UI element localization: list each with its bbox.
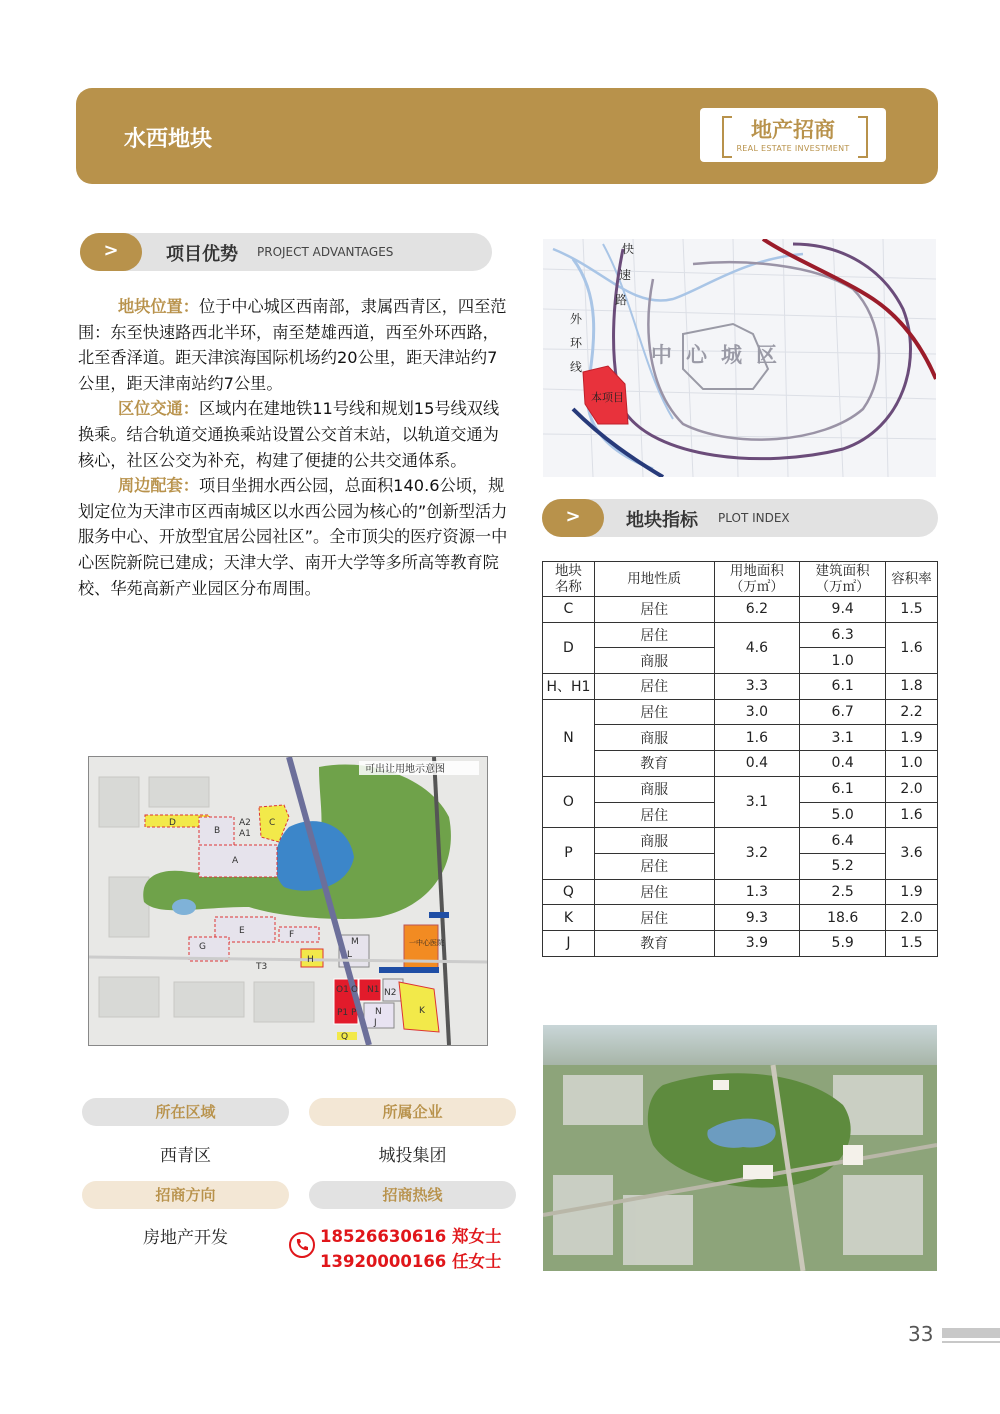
- build-area: 6.1: [800, 776, 886, 802]
- footer-line: [942, 1341, 1000, 1343]
- svg-text:K: K: [419, 1006, 425, 1016]
- table-row: [543, 828, 938, 854]
- section-title: 地块指标: [626, 510, 698, 531]
- plot-name: O: [543, 776, 595, 827]
- support-text: 项目坐拥水西公园，总面积140.6公顷，规划定位为天津市区西南城区以水西公园为核心的”创新型活力服务中心、开放型宜居公园社区”。全市顶尖的医疗资源一中心医院新院已建成；天津大学、南开大学等多所高等教育院校、华苑高新产业园区分布周围。: [78, 476, 508, 598]
- table-row: [543, 879, 938, 905]
- plot-name: C: [543, 597, 595, 623]
- plot-name: K: [543, 905, 595, 931]
- svg-text:B: B: [214, 826, 221, 836]
- section-header-advantages: [80, 233, 492, 271]
- build-area: 2.5: [800, 879, 886, 905]
- build-area: 5.0: [800, 802, 886, 828]
- land-area: 1.3: [714, 879, 800, 905]
- plot-index-table: [542, 561, 938, 957]
- svg-text:线: 线: [570, 360, 583, 374]
- land-use: 居住: [594, 879, 714, 905]
- land-use: 商服: [594, 776, 714, 802]
- land-area: 1.6: [714, 725, 800, 751]
- build-area: 6.3: [800, 622, 886, 648]
- traffic-text: 区域内在建地铁11号线和规划15号线双线换乘。结合轨道交通换乘站设置公交首末站，以轨道交通为核心，社区公交为补充，构建了便捷的公共交通体系。: [78, 399, 500, 470]
- build-area: 18.6: [800, 905, 886, 931]
- col-header-build-area: 建筑面积 （万㎡）: [800, 562, 886, 597]
- table-header-row: [543, 562, 938, 597]
- plot-name: H、H1: [543, 674, 595, 700]
- table-row: [543, 597, 938, 623]
- land-area: 0.4: [714, 751, 800, 777]
- badge-title: 地产招商: [751, 118, 835, 142]
- land-use: 教育: [594, 930, 714, 956]
- direction-label: 招商方向: [82, 1181, 289, 1209]
- floor-area-ratio: 1.5: [886, 930, 938, 956]
- center-district-label: 中心城区: [651, 343, 791, 367]
- build-area: 5.9: [800, 930, 886, 956]
- plot-name: D: [543, 622, 595, 673]
- col-header-land-area: 用地面积 （万㎡）: [714, 562, 800, 597]
- svg-text:路: 路: [615, 293, 628, 307]
- phone-icon: [289, 1232, 315, 1258]
- svg-text:A: A: [232, 856, 239, 866]
- advantages-text: [78, 294, 512, 601]
- table-row: [543, 905, 938, 931]
- land-use: 居住: [594, 853, 714, 879]
- svg-text:N: N: [375, 1007, 382, 1017]
- floor-area-ratio: 3.6: [886, 828, 938, 879]
- table-row: [543, 751, 938, 777]
- support-label: 周边配套：: [118, 476, 199, 496]
- page-number: 33: [908, 1322, 934, 1346]
- svg-text:A1: A1: [239, 829, 251, 839]
- table-row: [543, 674, 938, 700]
- land-plan-graphic: [89, 757, 487, 1045]
- svg-text:N1: N1: [367, 985, 380, 995]
- svg-text:J: J: [374, 1018, 377, 1028]
- hotline-label: 招商热线: [309, 1181, 516, 1209]
- svg-text:E: E: [239, 926, 245, 936]
- footer-bar: [942, 1328, 1000, 1338]
- location-map: [543, 239, 936, 477]
- land-area: 3.0: [714, 699, 800, 725]
- badge-subtitle: REAL ESTATE INVESTMENT: [736, 144, 850, 153]
- build-area: 1.0: [800, 648, 886, 674]
- section-title: 项目优势: [166, 244, 238, 265]
- floor-area-ratio: 2.0: [886, 776, 938, 802]
- floor-area-ratio: 1.0: [886, 751, 938, 777]
- build-area: 0.4: [800, 751, 886, 777]
- floor-area-ratio: 1.9: [886, 725, 938, 751]
- land-use: 教育: [594, 751, 714, 777]
- hotline-number-1[interactable]: 18526630616 郑女士: [320, 1227, 502, 1246]
- land-area: 9.3: [714, 905, 800, 931]
- floor-area-ratio: 1.6: [886, 802, 938, 828]
- land-area: 3.3: [714, 674, 800, 700]
- land-use: 居住: [594, 802, 714, 828]
- land-area: 4.6: [714, 622, 800, 673]
- plot-name: J: [543, 930, 595, 956]
- land-use: 居住: [594, 699, 714, 725]
- hotline-number-2[interactable]: 13920000166 任女士: [320, 1252, 502, 1271]
- chevron-right-icon: >: [80, 233, 142, 271]
- land-use: 商服: [594, 725, 714, 751]
- plan-map-title: 可出让用地示意图: [365, 764, 445, 775]
- svg-text:P: P: [351, 1008, 357, 1018]
- floor-area-ratio: 2.2: [886, 699, 938, 725]
- svg-text:T3: T3: [256, 962, 268, 972]
- svg-text:O1: O1: [336, 985, 349, 995]
- floor-area-ratio: 1.5: [886, 597, 938, 623]
- land-use: 居住: [594, 597, 714, 623]
- table-row: [543, 622, 938, 648]
- svg-text:环: 环: [570, 336, 583, 350]
- land-area: 6.2: [714, 597, 800, 623]
- svg-text:L: L: [347, 950, 353, 960]
- plot-name: P: [543, 828, 595, 879]
- traffic-paragraph: [78, 396, 512, 473]
- section-header-plot: [542, 499, 938, 537]
- chevron-right-icon: >: [542, 499, 604, 537]
- build-area: 6.4: [800, 828, 886, 854]
- land-use: 居住: [594, 674, 714, 700]
- location-text: 位于中心城区西南部，隶属西青区，四至范围：东至快速路西北半环，南至楚雄西道，西至外环西路，北至香泽道。距天津滨海国际机场约20公里，距天津站约7公里，距天津南站约7公里。: [78, 297, 507, 393]
- plot-name: N: [543, 699, 595, 776]
- svg-text:M: M: [351, 937, 359, 947]
- table-row: [543, 699, 938, 725]
- build-area: 6.7: [800, 699, 886, 725]
- land-area: 3.1: [714, 776, 800, 827]
- plot-name: Q: [543, 879, 595, 905]
- company-value: 城投集团: [378, 1146, 447, 1166]
- hospital-label: 一中心医院: [409, 939, 444, 947]
- floor-area-ratio: 1.6: [886, 622, 938, 673]
- build-area: 5.2: [800, 853, 886, 879]
- build-area: 6.1: [800, 674, 886, 700]
- col-header-far: 容积率: [886, 562, 938, 597]
- table-row: [543, 930, 938, 956]
- project-label: 本项目: [591, 391, 624, 404]
- floor-area-ratio: 1.9: [886, 879, 938, 905]
- land-use: 商服: [594, 828, 714, 854]
- col-header-name: 地块 名称: [543, 562, 595, 597]
- land-plan-map: [88, 756, 488, 1046]
- table-row: [543, 725, 938, 751]
- aerial-render-graphic: [543, 1025, 937, 1271]
- svg-text:O: O: [351, 985, 359, 995]
- svg-text:F: F: [289, 930, 295, 940]
- land-use: 居住: [594, 905, 714, 931]
- section-subtitle: PLOT INDEX: [718, 511, 790, 525]
- section-subtitle: PROJECT ADVANTAGES: [257, 245, 394, 259]
- land-area: 3.2: [714, 828, 800, 879]
- build-area: 9.4: [800, 597, 886, 623]
- svg-text:Q: Q: [341, 1032, 349, 1042]
- page-title: 水西地块: [124, 127, 213, 152]
- build-area: 3.1: [800, 725, 886, 751]
- traffic-label: 区位交通：: [118, 399, 199, 419]
- svg-text:快: 快: [622, 242, 635, 256]
- svg-text:N2: N2: [384, 988, 397, 998]
- support-paragraph: [78, 473, 512, 601]
- svg-text:H: H: [307, 955, 314, 965]
- col-header-use: 用地性质: [594, 562, 714, 597]
- category-badge: [700, 108, 886, 162]
- location-map-graphic: [543, 239, 936, 477]
- table-row: [543, 776, 938, 802]
- district-label: 所在区域: [82, 1098, 289, 1126]
- svg-text:外: 外: [570, 312, 583, 326]
- svg-text:D: D: [169, 818, 176, 828]
- svg-text:C: C: [269, 818, 276, 828]
- svg-text:P1: P1: [337, 1008, 349, 1018]
- floor-area-ratio: 1.8: [886, 674, 938, 700]
- svg-text:G: G: [199, 942, 206, 952]
- land-area: 3.9: [714, 930, 800, 956]
- svg-text:速: 速: [619, 268, 632, 282]
- svg-text:A2: A2: [239, 818, 251, 828]
- floor-area-ratio: 2.0: [886, 905, 938, 931]
- aerial-render-image: [543, 1025, 937, 1271]
- district-value: 西青区: [160, 1146, 211, 1166]
- direction-value: 房地产开发: [143, 1228, 228, 1248]
- location-paragraph: [78, 294, 512, 396]
- location-label: 地块位置：: [118, 297, 199, 316]
- land-use: 商服: [594, 648, 714, 674]
- company-label: 所属企业: [309, 1098, 516, 1126]
- land-use: 居住: [594, 622, 714, 648]
